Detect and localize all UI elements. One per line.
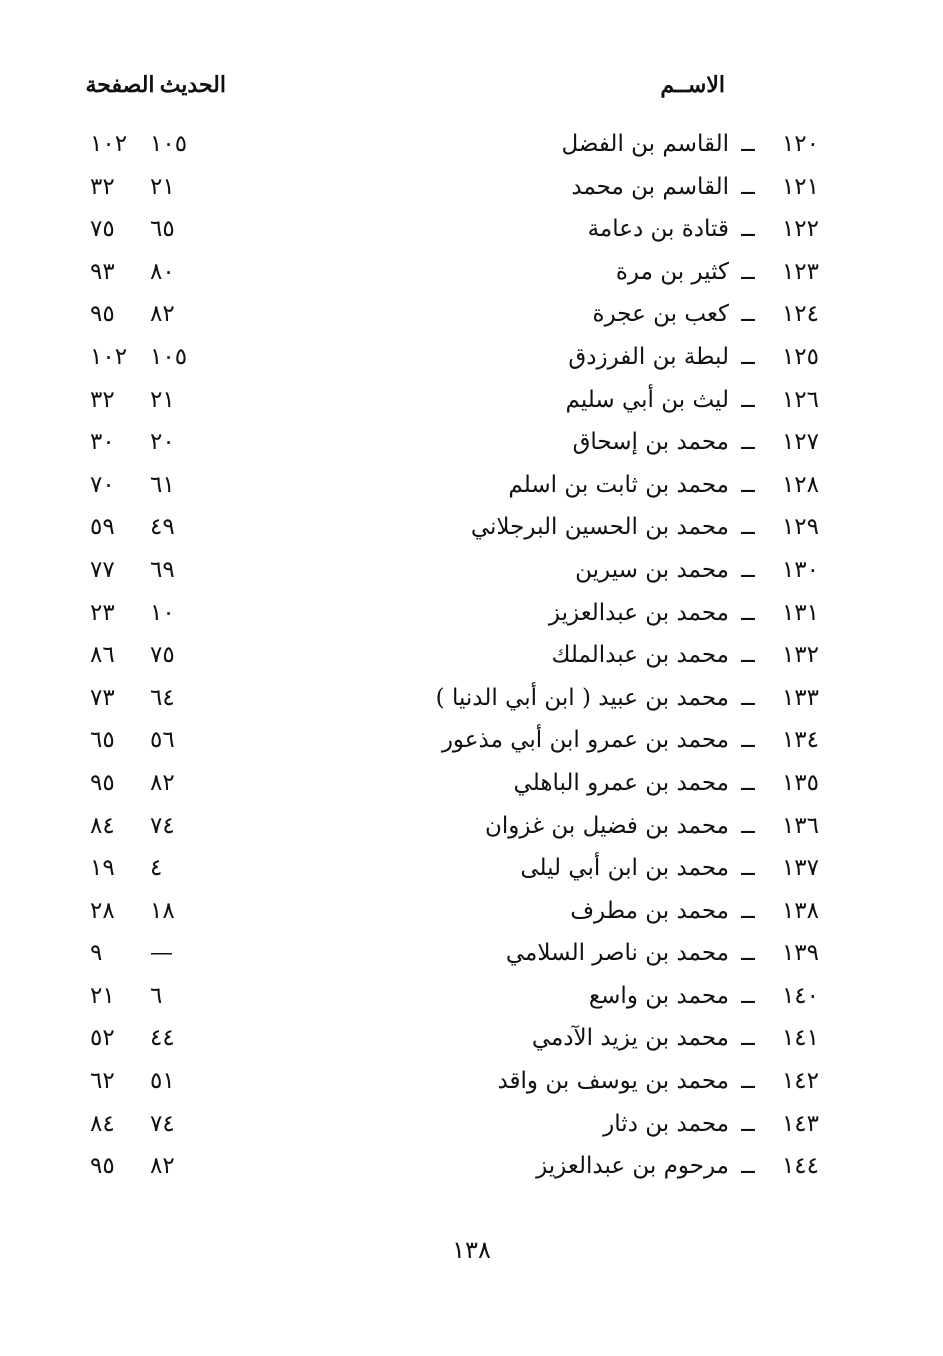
narrator-name: ليث بن أبي سليم xyxy=(565,386,729,413)
hadith-number: ٤٤ xyxy=(150,1025,175,1052)
narrator-name: محمد بن واسع xyxy=(588,982,729,1009)
page-reference: ١٠٢ xyxy=(90,131,128,157)
entry-separator: ــ xyxy=(741,429,755,456)
narrator-name: محمد بن عبيد ( ابن أبي الدنيا ) xyxy=(435,684,729,711)
narrator-name: مرحوم بن عبدالعزيز xyxy=(536,1153,729,1180)
narrator-name: كثير بن مرة xyxy=(615,258,729,285)
narrator-name: محمد بن مطرف xyxy=(570,897,729,924)
entry-number: ١٣١ xyxy=(781,599,819,626)
index-row xyxy=(0,209,943,252)
narrator-name: كعب بن عجرة xyxy=(592,301,729,328)
hadith-number: ١٠٥ xyxy=(150,343,188,370)
narrator-name: قتادة بن دعامة xyxy=(587,216,729,243)
narrator-name: محمد بن ناصر السلامي xyxy=(505,940,729,967)
index-row xyxy=(0,635,943,678)
entry-separator: ــ xyxy=(741,855,755,882)
hadith-number: ٢٠ xyxy=(150,429,175,456)
hadith-number: — xyxy=(150,940,173,967)
index-row xyxy=(0,1018,943,1061)
index-row xyxy=(0,806,943,849)
page-reference: ٨٤ xyxy=(90,1110,115,1137)
index-row xyxy=(0,848,943,891)
entry-separator: ــ xyxy=(741,173,755,200)
page-reference: ٨٤ xyxy=(90,812,115,839)
entry-number: ١٣٢ xyxy=(781,642,819,669)
entry-separator: ــ xyxy=(741,556,755,583)
entry-separator: ــ xyxy=(741,982,755,1009)
hadith-number: ٢١ xyxy=(150,173,175,200)
entry-number: ١٢٠ xyxy=(781,131,819,157)
entry-separator: ــ xyxy=(741,727,755,754)
narrator-name: محمد بن ابن أبي ليلى xyxy=(520,855,729,882)
hadith-number: ٦١ xyxy=(150,471,175,498)
entry-number: ١٤٣ xyxy=(781,1110,819,1137)
page-reference: ٣٢ xyxy=(90,173,115,200)
name-column-header: الاســم xyxy=(660,72,725,98)
page-reference: ٥٩ xyxy=(90,514,115,541)
hadith-number: ٦٩ xyxy=(150,556,175,583)
index-row xyxy=(0,507,943,550)
index-row xyxy=(0,933,943,976)
narrator-name: محمد بن عمرو الباهلي xyxy=(513,769,729,796)
entry-separator: ــ xyxy=(741,642,755,669)
narrator-name: محمد بن يزيد الآدمي xyxy=(531,1025,729,1052)
hadith-number: ٨٢ xyxy=(150,301,175,328)
hadith-number: ٨٠ xyxy=(150,258,175,285)
index-row xyxy=(0,976,943,1019)
entry-number: ١٤٠ xyxy=(781,982,819,1009)
entry-separator: ــ xyxy=(741,684,755,711)
entry-number: ١٢٢ xyxy=(781,216,819,243)
index-row xyxy=(0,294,943,337)
entry-separator: ــ xyxy=(741,258,755,285)
index-row xyxy=(0,380,943,423)
entry-number: ١٢٣ xyxy=(781,258,819,285)
narrator-name: محمد بن دثار xyxy=(603,1110,729,1137)
entry-number: ١٤٢ xyxy=(781,1068,819,1095)
hadith-number: ٦٤ xyxy=(150,684,175,711)
entry-separator: ــ xyxy=(741,1025,755,1052)
entry-separator: ــ xyxy=(741,216,755,243)
hadith-number: ٧٥ xyxy=(150,642,175,669)
entry-separator: ــ xyxy=(741,897,755,924)
entry-number: ١٣٠ xyxy=(781,556,819,583)
entry-number: ١٣٨ xyxy=(781,897,819,924)
index-row xyxy=(0,678,943,721)
hadith-number: ١٠ xyxy=(150,599,175,626)
index-row xyxy=(0,422,943,465)
narrator-name: محمد بن عبدالملك xyxy=(551,642,729,669)
index-row xyxy=(0,593,943,636)
entry-number: ١٢١ xyxy=(781,173,819,200)
entry-number: ١٢٧ xyxy=(781,429,819,456)
page-reference: ١٠٢ xyxy=(90,343,128,370)
index-row xyxy=(0,124,943,167)
index-row xyxy=(0,1104,943,1147)
index-row xyxy=(0,891,943,934)
narrator-name: محمد بن عبدالعزيز xyxy=(548,599,729,626)
entry-separator: ــ xyxy=(741,131,755,157)
page-reference: ٢٣ xyxy=(90,599,115,626)
page-reference: ٧٠ xyxy=(90,471,115,498)
entry-separator: ــ xyxy=(741,599,755,626)
hadith-number: ١٨ xyxy=(150,897,175,924)
page-reference: ٦٢ xyxy=(90,1068,115,1095)
entry-separator: ــ xyxy=(741,1068,755,1095)
hadith-number: ٦ xyxy=(150,982,163,1009)
index-row xyxy=(0,763,943,806)
narrator-name: القاسم بن الفضل xyxy=(561,131,729,157)
narrator-name: محمد بن يوسف بن واقد xyxy=(497,1068,729,1095)
hadith-number: ١٠٥ xyxy=(150,131,188,157)
hadith-number: ٢١ xyxy=(150,386,175,413)
narrator-name: محمد بن عمرو ابن أبي مذعور xyxy=(441,727,729,754)
entry-separator: ــ xyxy=(741,471,755,498)
entry-separator: ــ xyxy=(741,769,755,796)
page-reference: ٩٣ xyxy=(90,258,115,285)
hadith-number: ٤ xyxy=(150,855,163,882)
hadith-number: ٥٦ xyxy=(150,727,175,754)
hadith-number: ٨٢ xyxy=(150,1153,175,1180)
index-row xyxy=(0,1146,943,1189)
page-reference: ٧٧ xyxy=(90,556,115,583)
index-row xyxy=(0,465,943,508)
narrator-name: محمد بن ثابت بن اسلم xyxy=(508,471,729,498)
entry-separator: ــ xyxy=(741,812,755,839)
entry-separator: ــ xyxy=(741,1110,755,1137)
entry-number: ١٣٩ xyxy=(781,940,819,967)
page-reference: ٩٥ xyxy=(90,301,115,328)
hadith-number: ٥١ xyxy=(150,1068,175,1095)
entry-number: ١٢٦ xyxy=(781,386,819,413)
index-row xyxy=(0,337,943,380)
narrator-name: القاسم بن محمد xyxy=(571,173,729,200)
index-row xyxy=(0,550,943,593)
narrator-name: محمد بن إسحاق xyxy=(572,429,729,456)
page-reference: ٢١ xyxy=(90,982,115,1009)
entry-number: ١٢٤ xyxy=(781,301,819,328)
page-reference: ٩ xyxy=(90,940,103,967)
entry-separator: ــ xyxy=(741,514,755,541)
entry-number: ١٣٤ xyxy=(781,727,819,754)
entry-separator: ــ xyxy=(741,940,755,967)
entry-number: ١٣٦ xyxy=(781,812,819,839)
hadith-number: ٨٢ xyxy=(150,769,175,796)
page-number: ١٣٨ xyxy=(452,1236,491,1264)
page-reference: ٣٠ xyxy=(90,429,115,456)
index-row xyxy=(0,720,943,763)
entry-separator: ــ xyxy=(741,1153,755,1180)
hadith-number: ٧٤ xyxy=(150,1110,175,1137)
entry-number: ١٣٧ xyxy=(781,855,819,882)
page-reference: ٢٨ xyxy=(90,897,115,924)
index-row xyxy=(0,1061,943,1104)
page-reference: ٣٢ xyxy=(90,386,115,413)
narrator-name: محمد بن سيرين xyxy=(575,556,729,583)
entry-number: ١٣٣ xyxy=(781,684,819,711)
page-reference: ٥٢ xyxy=(90,1025,115,1052)
page-reference: ٩٥ xyxy=(90,1153,115,1180)
hadith-number: ٤٩ xyxy=(150,514,175,541)
hadith-column-header: الحديث xyxy=(159,72,226,98)
entry-number: ١٢٩ xyxy=(781,514,819,541)
narrator-name: محمد بن الحسين البرجلاني xyxy=(470,514,729,541)
entry-number: ١٤٤ xyxy=(781,1153,819,1180)
index-list xyxy=(0,124,943,1189)
entry-separator: ــ xyxy=(741,343,755,370)
entry-number: ١٣٥ xyxy=(781,769,819,796)
entry-separator: ــ xyxy=(741,301,755,328)
page-reference: ٧٥ xyxy=(90,216,115,243)
index-row xyxy=(0,167,943,210)
entry-number: ١٢٥ xyxy=(781,343,819,370)
entry-number: ١٢٨ xyxy=(781,471,819,498)
entry-separator: ــ xyxy=(741,386,755,413)
page-reference: ٦٥ xyxy=(90,727,115,754)
page-reference: ٧٣ xyxy=(90,684,115,711)
page-column-header: الصفحة xyxy=(85,72,155,98)
narrator-name: محمد بن فضيل بن غزوان xyxy=(484,812,729,839)
entry-number: ١٤١ xyxy=(781,1025,819,1052)
index-row xyxy=(0,252,943,295)
hadith-number: ٦٥ xyxy=(150,216,175,243)
page-reference: ٨٦ xyxy=(90,642,115,669)
hadith-number: ٧٤ xyxy=(150,812,175,839)
page-reference: ١٩ xyxy=(90,855,115,882)
narrator-name: لبطة بن الفرزدق xyxy=(568,343,729,370)
page-reference: ٩٥ xyxy=(90,769,115,796)
